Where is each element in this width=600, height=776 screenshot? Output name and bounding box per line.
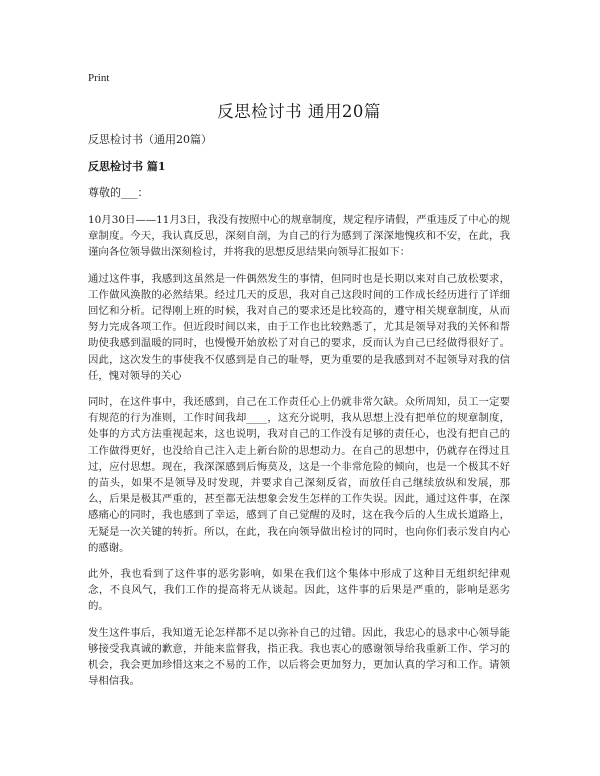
body-paragraph: 此外，我也看到了这件事的恶劣影响，如果在我们这个集体中形成了这种目无组织纪律观念，不良风气，我们工作的提高将无从谈起。因此，这件事的后果是严重的，影响是恶劣的。: [88, 568, 510, 613]
salutation: 尊敬的___：: [88, 186, 149, 199]
body-paragraph: 发生这件事后，我知道无论怎样都不足以弥补自己的过错。因此，我忠心的恳求中心领导能够接受我真诚的歉意，并能来监督我，指正我。我也衷心的感谢领导给我重新工作、学习的机会，我会更加珍惜这来之不易的工作，以后将会更加努力，更加认真的学习和工作。请领导相信我。: [88, 626, 510, 688]
page-title: 反思检讨书 通用20篇: [217, 102, 381, 121]
document-subtitle: 反思检讨书（通用20篇）: [88, 133, 212, 146]
body-paragraph: 10月30日——11月3日，我没有按照中心的规章制度，规定程序请假，严重违反了中心的规章制度。今天，我认真反思，深刻自剖，为自己的行为感到了深深地愧疚和不安，在此，我谨向各位领导做出深刻检讨，并将我的思想反思结果向领导汇报如下：: [88, 214, 510, 259]
section-heading: 反思检讨书 篇1: [88, 160, 166, 173]
body-paragraph: 通过这件事，我感到这虽然是一件偶然发生的事情，但同时也是长期以来对自己放松要求，工作做风涣散的必然结果。经过几天的反思，我对自己这段时间的工作成长经历进行了详细回忆和分析。记得刚上班的时候，我对自己的要求还是比较高的，遵守相关规章制度，从而努力完成各项工作。但近段时间以来，由于工作也比较熟悉了，尤其是领导对我的关怀和帮助使我感到温暖的同时，也慢慢开始放松了对自己的要求，反而认为自己已经做得很好了。因此，这次发生的事使我不仅感到是自己的耻辱，更为重要的是我感到对不起领导对我的信任，愧对领导的关心: [88, 272, 510, 382]
body-paragraph: 同时，在这件事中，我还感到，自己在工作责任心上仍就非常欠缺。众所周知，员工一定要有规范的行为准则，工作时间我却____，这充分说明，我从思想上没有把单位的规章制度，处事的方式方法重视起来，这也说明，我对自己的工作没有足够的责任心，也没有把自己的工作做得更好，也没给自己注入走上新台阶的思想动力。在自己的思想中，仍就存在得过且过，应付思想。现在，我深深感到后悔莫及，这是一个非常危险的倾向，也是一个极其不好的苗头，如果不是领导及时发现，并要求自己深刻反省，而放任自己继续放纵和发展，那么，后果是极其严重的，甚至都无法想象会发生怎样的工作失误。因此，通过这件事，在深感痛心的同时，我也感到了幸运，感到了自己觉醒的及时，这在我今后的人生成长道路上，无疑是一次关键的转折。所以，在此，我在向领导做出检讨的同时，也向你们表示发自内心的感谢。: [88, 396, 510, 554]
print-label[interactable]: Print: [88, 72, 110, 84]
